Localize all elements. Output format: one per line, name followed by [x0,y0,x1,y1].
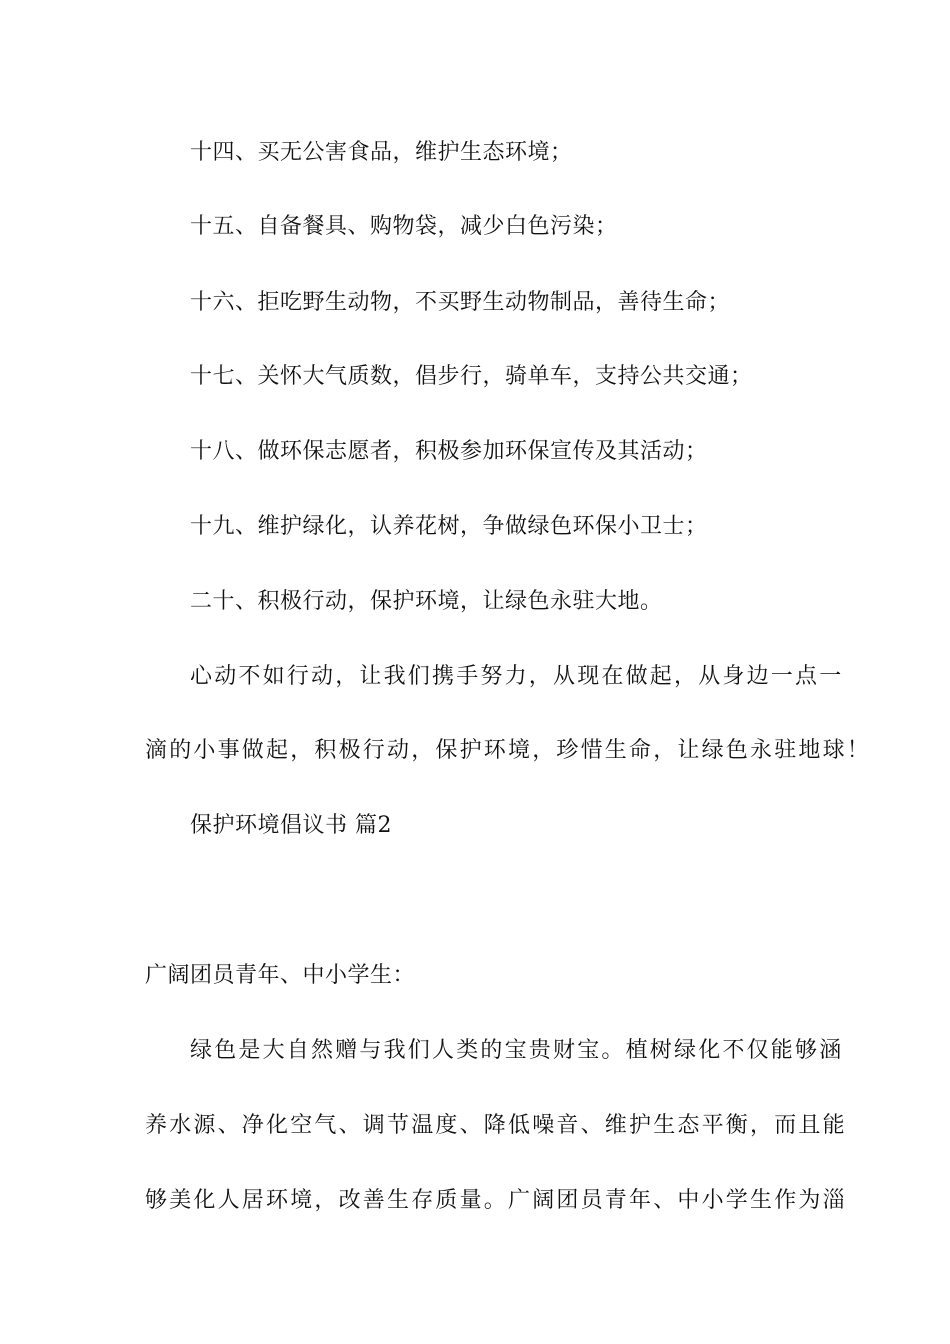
body-paragraph-line-3: 够美化人居环境，改善生存质量。广阔团员青年、中小学生作为淄 [145,1188,847,1213]
list-item-15: 十五、自备餐具、购物袋，减少白色污染； [190,214,618,239]
body-paragraph-line-1: 绿色是大自然赠与我们人类的宝贵财宝。植树绿化不仅能够涵 [190,1038,844,1063]
list-item-20: 二十、积极行动，保护环境，让绿色永驻大地。 [190,589,663,614]
list-item-17: 十七、关怀大气质数，倡步行，骑单车，支持公共交通； [190,364,753,389]
closing-paragraph-line-2: 滴的小事做起，积极行动，保护环境，珍惜生命，让绿色永驻地球！ [145,738,872,763]
closing-paragraph-line-1: 心动不如行动，让我们携手努力，从现在做起，从身边一点一 [190,664,844,689]
section-title: 保护环境倡议书 篇2 [190,813,392,838]
list-item-14: 十四、买无公害食品，维护生态环境； [190,140,573,165]
list-item-16: 十六、拒吃野生动物，不买野生动物制品，善待生命； [190,290,731,315]
list-item-19: 十九、维护绿化，认养花树，争做绿色环保小卫士； [190,514,708,539]
body-paragraph-line-2: 养水源、净化空气、调节温度、降低噪音、维护生态平衡，而且能 [145,1113,847,1138]
list-item-18: 十八、做环保志愿者，积极参加环保宣传及其活动； [190,439,708,464]
salutation: 广阔团员青年、中小学生： [145,963,416,988]
